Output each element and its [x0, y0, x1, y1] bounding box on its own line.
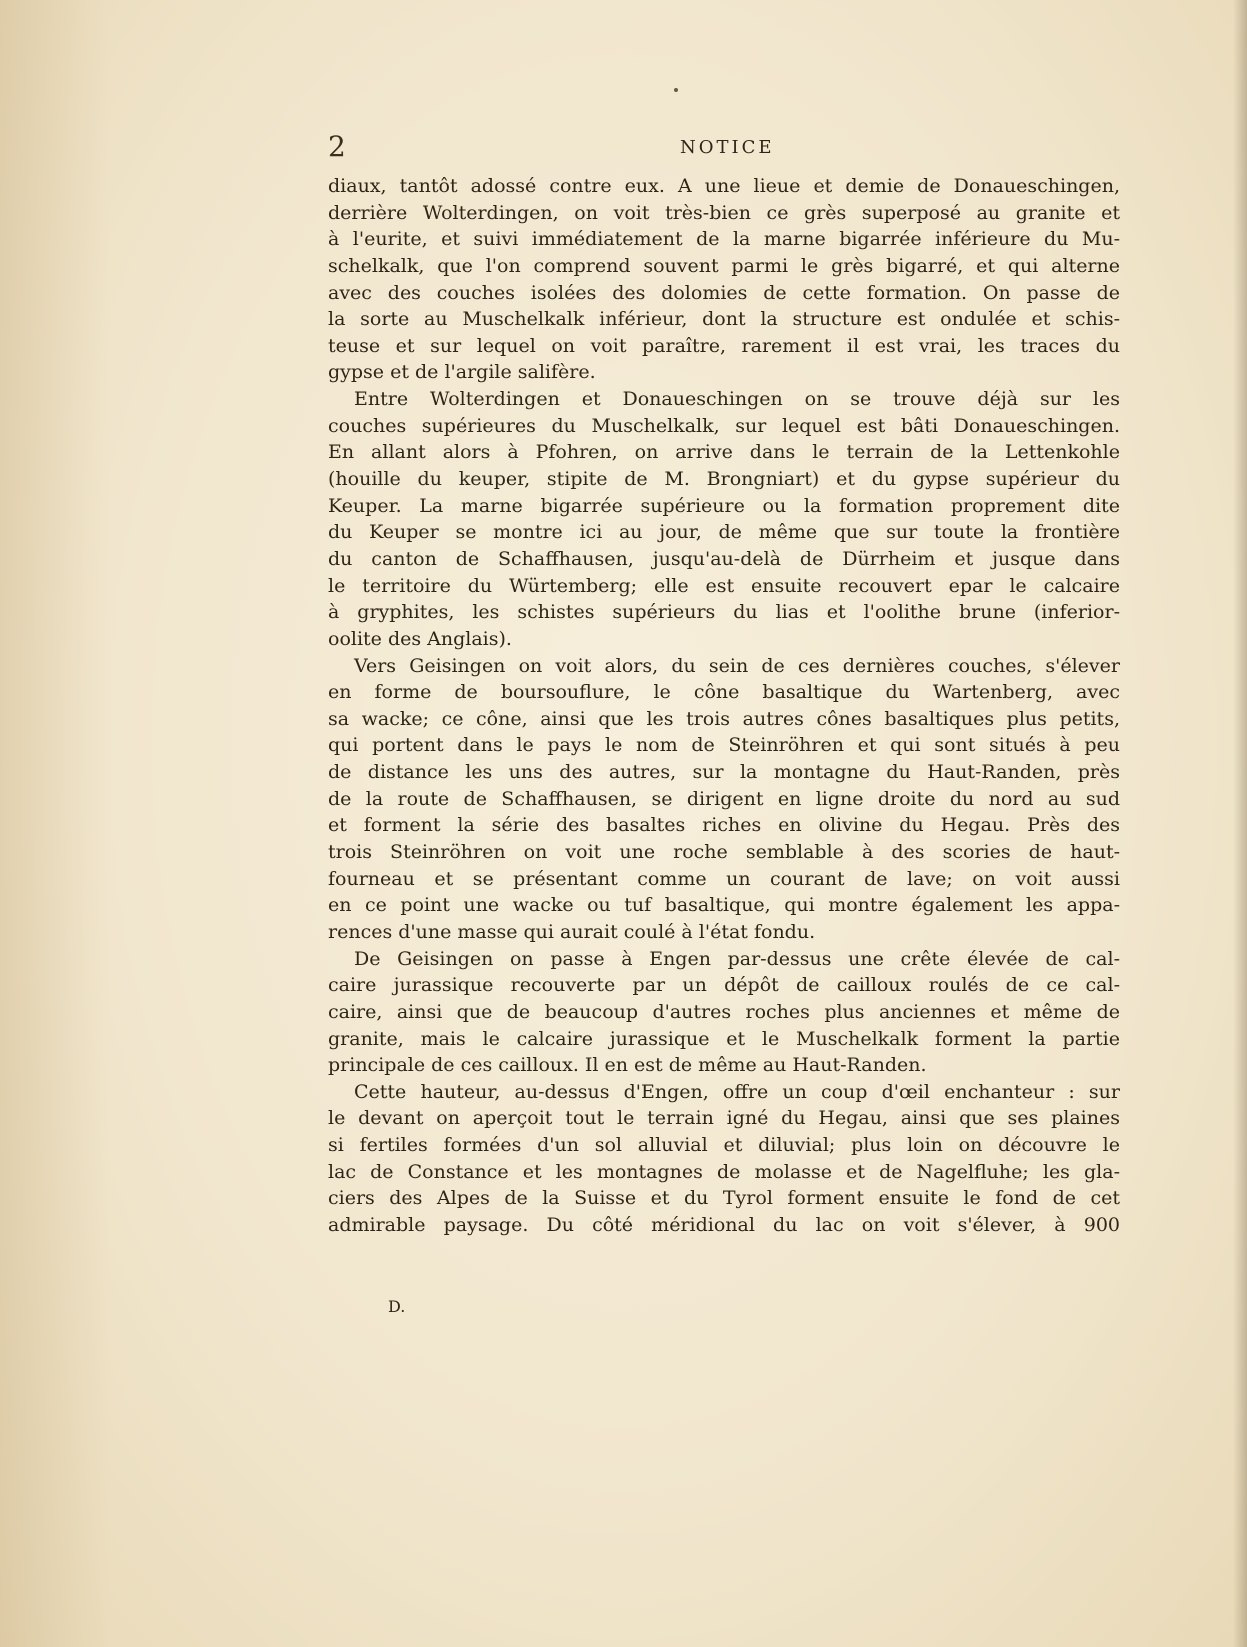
text-line: De Geisingen on passe à Engen par-dessus une crête élevée de cal-	[354, 947, 1120, 970]
text-line: caire, ainsi que de beaucoup d'autres roches plus anciennes et même de	[328, 1000, 1120, 1023]
page-edge-shadow	[1233, 0, 1247, 1647]
text-line: de distance les uns des autres, sur la montagne du Haut-Randen, près	[328, 761, 1120, 784]
text-line: et forment la série des basaltes riches en olivine du Hegau. Près des	[328, 814, 1120, 837]
text-line: derrière Wolterdingen, on voit très-bien ce grès superposé au granite et	[328, 201, 1120, 224]
running-head: NOTICE	[680, 137, 775, 158]
text-line: (houille du keuper, stipite de M. Brongniart) et du gypse supérieur du	[328, 468, 1120, 491]
text-line: du canton de Schaffhausen, jusqu'au-delà de Dürrheim et jusque dans	[328, 547, 1120, 570]
text-line: avec des couches isolées des dolomies de cette formation. On passe de	[328, 281, 1120, 304]
text-line: lac de Constance et les montagnes de molasse et de Nagelfluhe; les gla-	[328, 1160, 1120, 1183]
text-line: en forme de boursouflure, le cône basaltique du Wartenberg, avec	[328, 681, 1120, 704]
text-line: si fertiles formées d'un sol alluvial et diluvial; plus loin on découvre le	[328, 1134, 1120, 1157]
text-line: granite, mais le calcaire jurassique et le Muschelkalk forment la partie	[328, 1027, 1120, 1050]
body-text	[328, 173, 1120, 1239]
text-line: schelkalk, que l'on comprend souvent parmi le grès bigarré, et qui alterne	[328, 254, 1120, 277]
text-line: admirable paysage. Du côté méridional du lac on voit s'élever, à 900	[328, 1213, 1120, 1236]
text-line: Entre Wolterdingen et Donaueschingen on se trouve déjà sur les	[354, 388, 1120, 411]
text-line: à l'eurite, et suivi immédiatement de la marne bigarrée inférieure du Mu-	[328, 228, 1120, 251]
text-line: la sorte au Muschelkalk inférieur, dont la structure est ondulée et schis-	[328, 308, 1120, 331]
ink-dot	[674, 88, 678, 92]
text-line: à gryphites, les schistes supérieurs du lias et l'oolithe brune (inferior-	[328, 601, 1120, 624]
text-line: trois Steinröhren on voit une roche semblable à des scories de haut-	[328, 841, 1120, 864]
text-line: ciers des Alpes de la Suisse et du Tyrol forment ensuite le fond de cet	[328, 1187, 1120, 1210]
page-number: 2	[328, 130, 346, 163]
text-line: teuse et sur lequel on voit paraître, rarement il est vrai, les traces du	[328, 334, 1120, 357]
text-line: le devant on aperçoit tout le terrain igné du Hegau, ainsi que ses plaines	[328, 1107, 1120, 1130]
text-line: diaux, tantôt adossé contre eux. A une lieue et demie de Donaueschingen,	[328, 175, 1120, 197]
text-line: le territoire du Würtemberg; elle est ensuite recouvert epar le calcaire	[328, 574, 1120, 597]
text-line: caire jurassique recouverte par un dépôt de cailloux roulés de ce cal-	[328, 974, 1120, 997]
text-line: sa wacke; ce cône, ainsi que les trois autres cônes basaltiques plus petits,	[328, 707, 1120, 730]
signature-mark: D.	[388, 1297, 406, 1316]
text-line: en ce point une wacke ou tuf basaltique, qui montre également les appa-	[328, 894, 1120, 917]
text-line: Vers Geisingen on voit alors, du sein de ces dernières couches, s'élever	[354, 654, 1120, 677]
text-line: de la route de Schaffhausen, se dirigent en ligne droite du nord au sud	[328, 787, 1120, 810]
text-line: qui portent dans le pays le nom de Steinröhren et qui sont situés à peu	[328, 734, 1120, 757]
text-line: principale de ces cailloux. Il en est de même au Haut-Randen.	[328, 1054, 927, 1077]
text-line: En allant alors à Pfohren, on arrive dans le terrain de la Lettenkohle	[328, 441, 1120, 464]
text-line: rences d'une masse qui aurait coulé à l'état fondu.	[328, 920, 816, 943]
text-line: oolite des Anglais).	[328, 627, 512, 650]
text-line: gypse et de l'argile salifère.	[328, 361, 596, 384]
text-line: fourneau et se présentant comme un courant de lave; on voit aussi	[328, 867, 1120, 890]
text-line: Keuper. La marne bigarrée supérieure ou la formation proprement dite	[328, 494, 1120, 517]
paper-stain	[0, 0, 110, 1647]
text-line: couches supérieures du Muschelkalk, sur lequel est bâti Donaueschingen.	[328, 414, 1120, 437]
text-line: du Keuper se montre ici au jour, de même que sur toute la frontière	[328, 521, 1120, 544]
text-line: Cette hauteur, au-dessus d'Engen, offre un coup d'œil enchanteur : sur	[354, 1080, 1120, 1103]
